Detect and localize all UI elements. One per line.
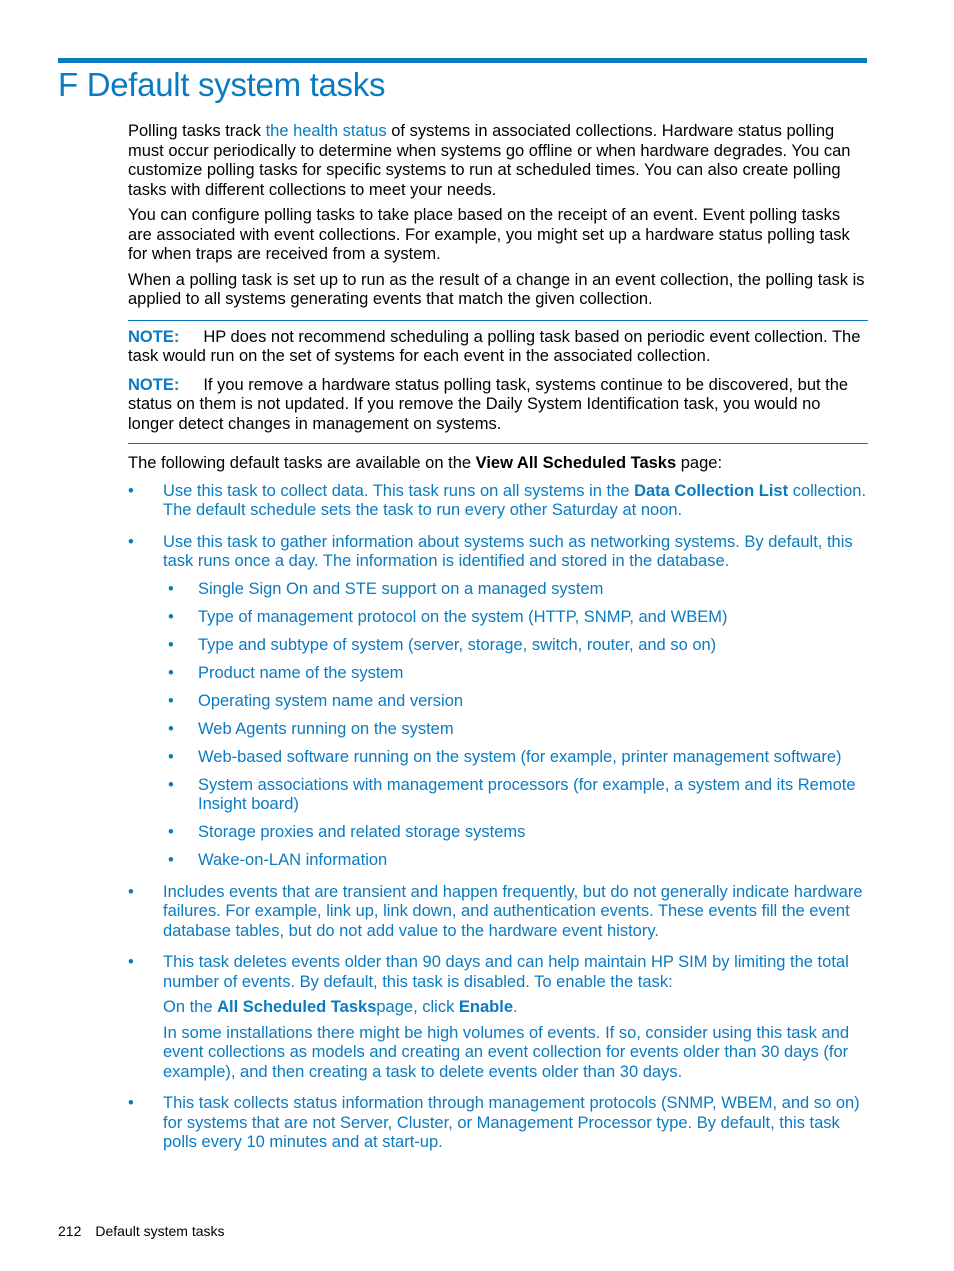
tasks-intro	[128, 454, 868, 474]
task-item	[128, 883, 868, 942]
view-all-scheduled-tasks-label: View All Scheduled Tasks	[475, 454, 677, 472]
bullet-icon: •	[168, 719, 174, 738]
intro-paragraph-1	[128, 122, 868, 200]
bullet-icon: •	[168, 823, 174, 841]
list-item-text: Product name of the system	[198, 663, 404, 682]
task-item	[128, 533, 868, 871]
list-item	[163, 664, 868, 684]
list-item-text: Type of management protocol on the system (HTTP, SNMP, and WBEM)	[198, 607, 728, 626]
list-item	[163, 823, 868, 843]
list-item	[163, 776, 868, 815]
bullet-icon: •	[128, 1094, 134, 1112]
list-item-text: Operating system name and version	[198, 691, 464, 710]
note-label: NOTE:	[128, 327, 180, 346]
note-text: If you remove a hardware status polling task, systems continue to be discovered, but the status on them is not updated. If you remove the Daily System Identification task, you would no longer detect changes in management on systems.	[128, 375, 849, 433]
note-2	[128, 376, 868, 435]
enable-label: Enable	[458, 998, 514, 1016]
health-status-link[interactable]: the health status	[265, 122, 387, 140]
list-item	[163, 748, 868, 768]
list-item-text: Storage proxies and related storage systems	[198, 823, 526, 841]
intro-text: Polling tasks track	[128, 122, 266, 140]
step-text-end: .	[513, 998, 518, 1016]
list-item	[163, 851, 868, 871]
all-scheduled-tasks-label: All Scheduled Tasks	[217, 998, 377, 1016]
task-text: This task deletes events older than 90 days and can help maintain HP SIM by limiting the total number of events. By default, this task is disabled. To enable the task:	[163, 953, 849, 991]
bullet-icon: •	[128, 532, 134, 551]
intro-paragraph-2: You can configure polling tasks to take place based on the receipt of an event. Event polling tasks are associated with event collections. For example, you might set up a hardware status polling task for when traps are received from a system.	[128, 206, 850, 263]
identification-details-list	[163, 580, 868, 871]
bullet-icon: •	[168, 663, 174, 682]
bullet-icon: •	[168, 579, 174, 598]
bullet-icon: •	[128, 481, 134, 500]
note-text: HP does not recommend scheduling a polling task based on periodic event collection. The task would run on the set of systems for each event in the associated collection.	[128, 327, 861, 365]
list-item-text: Single Sign On and STE support on a managed system	[198, 579, 604, 598]
task-item	[128, 482, 868, 521]
enable-step	[163, 998, 868, 1018]
task-text: Includes events that are transient and happen frequently, but do not generally indicate hardware failures. For example, link up, link down, and authentication events. These events fill the event database tables, but do not add value to the hardware event history.	[163, 882, 863, 940]
bullet-icon: •	[168, 747, 174, 766]
task-text: Use this task to gather information about systems such as networking systems. By default, this task runs once a day. The information is identified and stored in the database.	[163, 532, 853, 570]
notes-block	[128, 320, 868, 445]
note-label: NOTE:	[128, 375, 180, 394]
bullet-icon: •	[128, 882, 134, 901]
page-number: 212	[58, 1223, 82, 1239]
list-item-text: System associations with management processors (for example, a system and its Remote Insight board)	[198, 775, 856, 813]
bullet-icon: •	[168, 851, 174, 869]
tasks-intro-text: The following default tasks are available on the	[128, 454, 476, 472]
list-item-text: Wake-on-LAN information	[198, 851, 388, 869]
task-text: This task collects status information through management protocols (SNMP, WBEM, and so on) for systems that are not Server, Cluster, or Management Processor type. By default, this task polls every 10 minutes and at start-up.	[163, 1094, 860, 1151]
task-item	[128, 1094, 868, 1153]
task-item	[128, 953, 868, 1082]
footer-title: Default system tasks	[95, 1223, 225, 1239]
chapter-top-rule	[58, 58, 867, 63]
note-1	[128, 328, 868, 367]
list-item	[163, 608, 868, 628]
bullet-icon: •	[168, 607, 174, 626]
bullet-icon: •	[128, 953, 134, 971]
bullet-icon: •	[168, 691, 174, 710]
page-footer	[58, 1223, 239, 1239]
default-tasks-list	[128, 482, 868, 1153]
bullet-icon: •	[168, 635, 174, 654]
intro-text-continued: of systems in associated collections. Hardware status polling must occur periodically to determine when systems go offline or when hardware degrades. You can customize polling tasks for specific systems to run at scheduled times. You can also create polling tasks with different collections to meet your needs.	[128, 122, 851, 199]
step-text-mid: page, click	[376, 998, 459, 1016]
chapter-title: F Default system tasks	[58, 66, 386, 103]
list-item-text: Web-based software running on the system (for example, printer management software)	[198, 747, 842, 766]
list-item	[163, 580, 868, 600]
data-collection-list-label: Data Collection List	[634, 481, 789, 500]
task-text-end: collection. The default schedule sets the task to run every other Saturday at noon.	[163, 481, 867, 519]
main-content	[128, 122, 868, 1165]
intro-paragraph-3: When a polling task is set up to run as the result of a change in an event collection, the polling task is applied to all systems generating events that match the given collection.	[128, 270, 865, 308]
list-item	[163, 692, 868, 712]
list-item	[163, 636, 868, 656]
task-extra-note: In some installations there might be high volumes of events. If so, consider using this task and event collections as models and creating an event collection for events older than 30 days (for example), and then creating a task to delete events older than 30 days.	[163, 1023, 850, 1081]
tasks-intro-text-end: page:	[676, 454, 723, 472]
step-text: On the	[163, 998, 218, 1016]
bullet-icon: •	[168, 775, 174, 794]
task-text: Use this task to collect data. This task runs on all systems in the	[163, 481, 635, 500]
list-item-text: Web Agents running on the system	[198, 719, 454, 738]
list-item-text: Type and subtype of system (server, storage, switch, router, and so on)	[198, 635, 717, 654]
list-item	[163, 720, 868, 740]
